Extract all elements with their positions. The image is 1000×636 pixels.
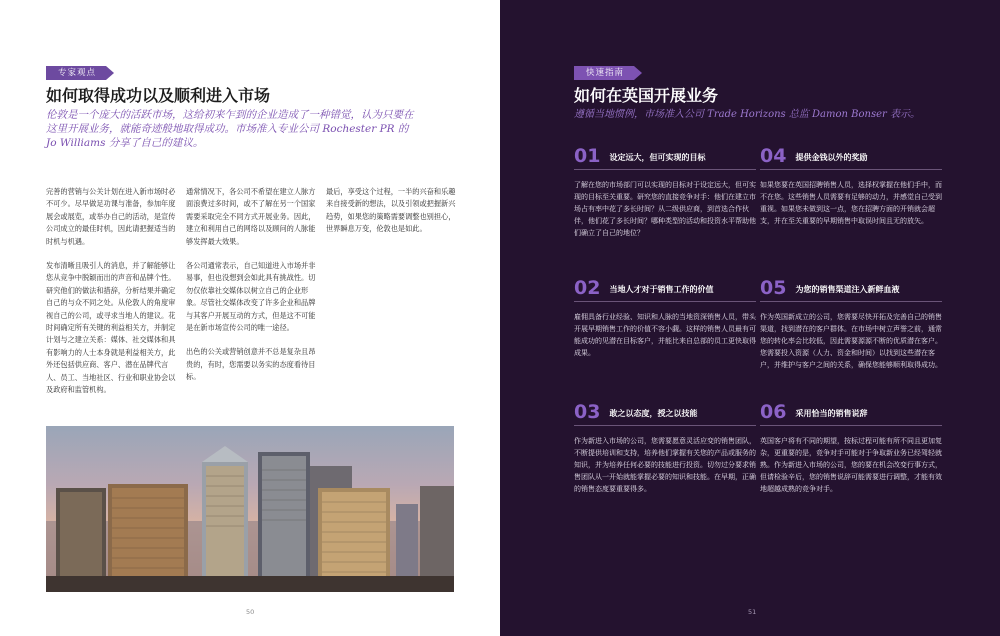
left-lead-paragraph: 伦敦是一个庞大的活跃市场，这给初来乍到的企业造成了一种错觉，认为只要在这里开展业务，就能奇迹般地取得成功。市场准入专业公司 Rochester PR 的 Jo Williams 分享了自己的建议。 bbox=[46, 109, 414, 149]
page-number-left: 50 bbox=[246, 608, 255, 616]
item-heading: 当地人才对于销售工作的价值 bbox=[609, 285, 714, 294]
text-column-1 bbox=[46, 186, 178, 409]
item-number: 05 bbox=[760, 277, 787, 299]
body-paragraph: 最后，享受这个过程，一半的兴奋和乐趣来自接受新的想法，以及引领或把握新兴趋势，如果您的策略需要调整也别担心，世界瞬息万变，伦敦也是如此。 bbox=[326, 187, 456, 234]
item-body: 英国客户将有不同的期望，按标过程可能有所不同且更加复杂，更重要的是，竞争对手可能对于争取新业务已经驾轻就熟。作为新进入市场的公司，您的要在机会改变行事方式，但请检验辛后，您的销售说辞可能需要进行调整，才能有效地超越成熟的竞争对手。 bbox=[760, 437, 942, 493]
guide-item-02 bbox=[574, 276, 756, 359]
skyline-photo bbox=[46, 426, 454, 592]
right-page bbox=[500, 0, 1000, 636]
guide-item-04 bbox=[760, 144, 942, 227]
right-page-title: 如何在英国开展业务 bbox=[574, 86, 719, 105]
right-lead-line: 遵循当地惯例，市场准入公司 Trade Horizons 总监 Damon Bonser 表示。 bbox=[574, 109, 920, 120]
item-number: 06 bbox=[760, 401, 787, 423]
body-paragraph: 出色的公关或营销创意并不总是复杂且昂贵的，有时，您需要以务实的态度看待目标。 bbox=[186, 347, 316, 382]
item-body: 作为新进入市场的公司，您需要愿意灵活应变的销售团队，不断提供培训和支持，培养他们掌握有关您的产品或服务的知识，并为培养任何必要的技能进行投资。切勿过分要求销售团队从一开始就能掌握必要的知识和技能。在早期，正确的销售态度要重要得多。 bbox=[574, 437, 756, 493]
guide-item-03 bbox=[574, 400, 756, 495]
item-number: 02 bbox=[574, 277, 601, 299]
guide-item-01 bbox=[574, 144, 756, 239]
page-number-right: 51 bbox=[748, 608, 757, 616]
text-column-3 bbox=[326, 186, 458, 248]
item-heading: 提供金钱以外的奖励 bbox=[795, 153, 868, 162]
item-body: 雇佣具备行业经验、知识和人脉的当地资深销售人员，带头开展早期销售工作的价值不容小觑。这样的销售人员最有可能成功的见潜在目标客户，并能比来自总部的员工更快取得成果。 bbox=[574, 313, 756, 357]
guide-item-06 bbox=[760, 400, 942, 495]
body-paragraph: 发布清晰且吸引人的消息，并了解能够让您从竞争中脱颖而出的声音和品牌个性。研究他们的做法和措辞，分析结果并确定自己的与众不同之处。从伦敦人的角度审视自己的公司，或寻求当地人的建议。花时间确定所有关键的利益相关方，并制定计划与之建立关系：媒体、社交媒体和具有影响力的人士本身就是利益相关方，此外还包括供应商、客户、潜在品牌代言人、员工、当地社区、行业和职业协会以及政府和监管机构。 bbox=[46, 261, 176, 395]
item-body: 作为英国新成立的公司，您需要尽快开拓及完善自己的销售渠道，找到潜在的客户群体。在市场中树立声誉之前，通常您的转化率会比较低，因此需要源源不断的优质潜在客户。您需要投入资源（人力、资金和时间）以找到这些潜在客户，并维护与客户之间的关系，确保您能够顺利取得成功。 bbox=[760, 313, 942, 369]
guide-item-05 bbox=[760, 276, 942, 371]
text-column-2 bbox=[186, 186, 318, 396]
item-heading: 采用恰当的销售说辞 bbox=[795, 409, 868, 418]
item-heading: 敢之以态度，授之以技能 bbox=[609, 409, 698, 418]
left-page-title: 如何取得成功以及顺利进入市场 bbox=[46, 86, 271, 105]
body-paragraph: 各公司通常表示，自己知道进入市场并非易事，但也没想到会如此具有挑战性。切勿仅依靠社交媒体以树立自己的企业形象。尽管社交媒体改变了许多企业和品牌与其客户开展互动的方式，但是这不可能是在新市场宣传公司的唯一途径。 bbox=[186, 261, 316, 333]
body-paragraph: 完善的营销与公关计划在进入新市场时必不可少。尽早做足功课与准备，参加年度展会或展览，或举办自己的活动，是宣传公司成立的最佳时机，因此请把握适当的时机与机遇。 bbox=[46, 187, 176, 246]
item-body: 了解在您的市场部门可以实现的目标对于设定远大，但可实现的目标至关重要。研究您的直接竞争对手：他们在建立市场占有率中花了多长时间？从二级供应商，到首选合作伙伴，他们花了多长时间？哪种类型的活动和投资水平帮助他们确立了自己的地位？ bbox=[574, 181, 756, 237]
item-number: 03 bbox=[574, 401, 601, 423]
item-number: 01 bbox=[574, 145, 601, 167]
expert-view-tag: 专家观点 bbox=[46, 66, 106, 80]
body-paragraph: 通常情况下，各公司不希望在建立人脉方面浪费过多时间，或不了解在另一个国家需要采取完全不同方式开展业务。因此，建立和利用自己的网络以及顾问的人脉能够发挥最大效果。 bbox=[186, 187, 316, 246]
item-number: 04 bbox=[760, 145, 787, 167]
item-heading: 设定远大，但可实现的目标 bbox=[609, 153, 706, 162]
item-body: 如果您要在英国招聘销售人员，选择权掌握在他们手中，而不在您。这些销售人员需要有足够的动力，并感觉自己受到重视。如果您未做到这一点，您在招聘方面的开销就会超支，并在至关重要的早期销售中取误时间且无的放矢。 bbox=[760, 181, 942, 225]
item-heading: 为您的销售渠道注入新鲜血液 bbox=[795, 285, 900, 294]
quick-guide-tag: 快速指南 bbox=[574, 66, 634, 80]
